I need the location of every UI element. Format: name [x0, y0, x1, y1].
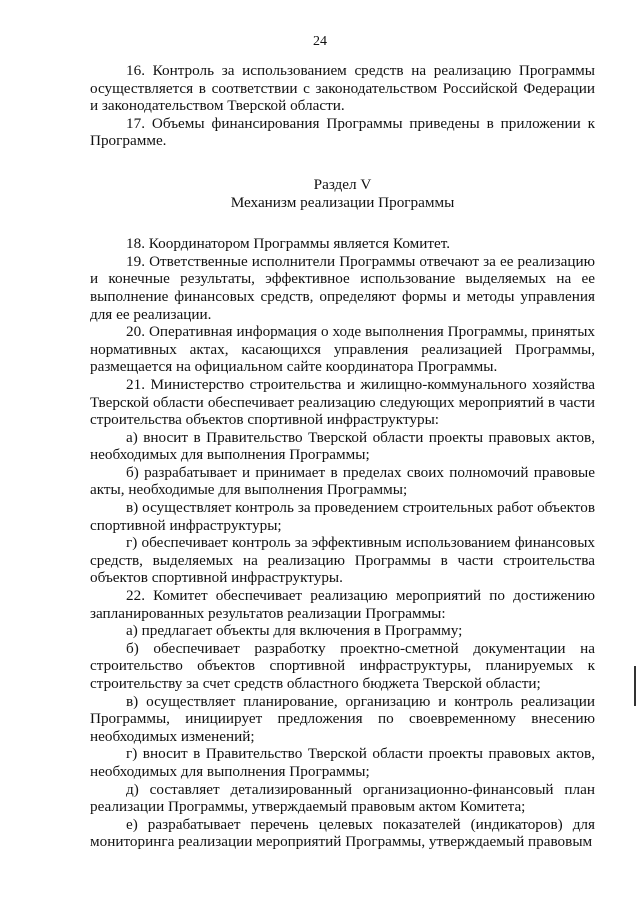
paragraph-22-a: а) предлагает объекты для включения в Программу;	[126, 622, 463, 640]
paragraph-22-v: в) осуществляет планирование, организацию и контроль реализации Программы, инициирует предложения по своевременному внесению необходимых изменений;	[90, 692, 595, 745]
paragraph-22-d: д) составляет детализированный организационно-финансовый план реализации Программы, утверждаемый правовым актом Комитета;	[90, 780, 595, 816]
paragraph-21-b: б) разрабатывает и принимает в пределах своих полномочий правовые акты, необходимые для выполнения Программы;	[90, 463, 595, 499]
page-number: 24	[313, 34, 327, 49]
section-title: Механизм реализации Программы	[230, 193, 455, 211]
paragraph-22-e: е) разрабатывает перечень целевых показателей (индикаторов) для мониторинга реализации мероприятий Программы, утверждаемый правовым	[90, 815, 595, 851]
paragraph-18: 18. Координатором Программы является Комитет.	[126, 235, 451, 253]
section-number: Раздел V	[313, 175, 372, 193]
paragraph-21-g: г) обеспечивает контроль за эффективным использованием финансовых средств, выделяемых на реализацию Программы в части строительства объектов спортивной инфраструктуры.	[90, 534, 595, 587]
paragraph-19: 19. Ответственные исполнители Программы отвечают за ее реализацию и конечные результаты, эффективное использование выделяемых на ее выполнение финансовых средств, определяют формы и методы управления для ее реализации.	[90, 252, 595, 323]
paragraph-22-g: г) вносит в Правительство Тверской области проекты правовых актов, необходимых для выполнения Программы;	[90, 745, 595, 780]
paragraph-16: 16. Контроль за использованием средств на реализацию Программы осуществляется в соответствии с законодательством Российской Федерации и законодательством Тверской области.	[90, 62, 595, 115]
paragraph-22-b: б) обеспечивает разработку проектно-сметной документации на строительство объектов спортивной инфраструктуры, планируемых к строительству за счет средств областного бюджета Тверской области;	[90, 639, 595, 692]
document-body	[90, 62, 595, 851]
heading-spacer	[90, 211, 595, 235]
paragraph-22: 22. Комитет обеспечивает реализацию мероприятий по достижению запланированных результатов реализации Программы:	[90, 587, 595, 622]
paragraph-21: 21. Министерство строительства и жилищно-коммунального хозяйства Тверской области обеспечивает реализацию следующих мероприятий в части строительства объектов спортивной инфраструктуры:	[90, 375, 595, 429]
paragraph-20: 20. Оперативная информация о ходе выполнения Программы, принятых нормативных актах, касающихся управления реализацией Программы, размещается на официальном сайте координатора Программы.	[90, 323, 595, 376]
scan-edge-mark	[634, 666, 636, 706]
paragraph-17: 17. Объемы финансирования Программы приведены в приложении к Программе.	[90, 114, 595, 150]
paragraph-21-v: в) осуществляет контроль за проведением строительных работ объектов спортивной инфраструктуры;	[90, 499, 595, 534]
paragraph-21-a: а) вносит в Правительство Тверской области проекты правовых актов, необходимых для выполнения Программы;	[90, 428, 595, 464]
